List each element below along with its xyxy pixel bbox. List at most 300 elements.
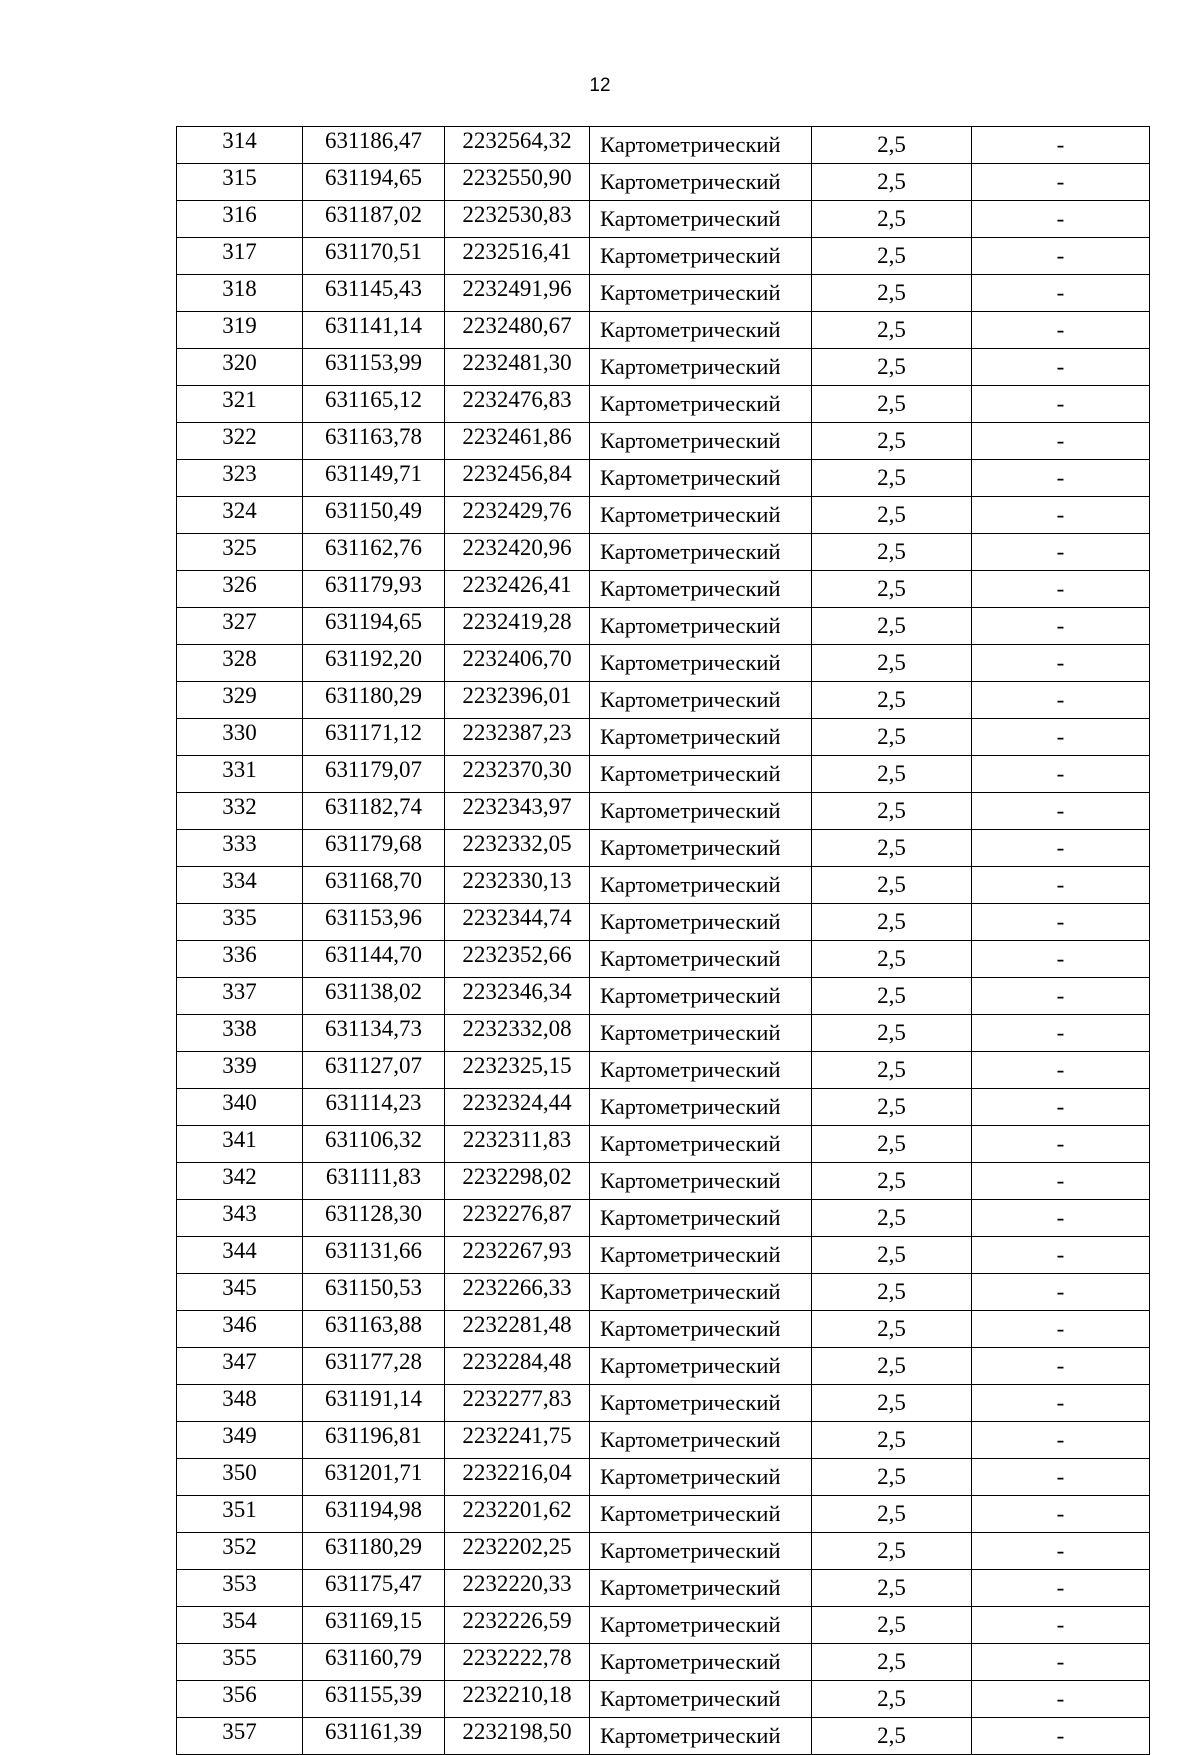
extra-cell: - xyxy=(972,497,1150,534)
method-cell: Картометрический xyxy=(590,1163,812,1200)
table-row xyxy=(177,1163,1150,1200)
y-coordinate-cell: 2232220,33 xyxy=(445,1570,590,1607)
table-row xyxy=(177,1348,1150,1385)
x-coordinate-cell: 631187,02 xyxy=(303,201,445,238)
table-row xyxy=(177,719,1150,756)
method-cell: Картометрический xyxy=(590,534,812,571)
point-number-cell: 344 xyxy=(177,1237,303,1274)
table-row xyxy=(177,1311,1150,1348)
table-row xyxy=(177,608,1150,645)
table-row xyxy=(177,238,1150,275)
extra-cell: - xyxy=(972,1607,1150,1644)
method-cell: Картометрический xyxy=(590,201,812,238)
extra-cell: - xyxy=(972,349,1150,386)
x-coordinate-cell: 631182,74 xyxy=(303,793,445,830)
extra-cell: - xyxy=(972,1681,1150,1718)
x-coordinate-cell: 631160,79 xyxy=(303,1644,445,1681)
accuracy-cell: 2,5 xyxy=(812,1274,972,1311)
table-row xyxy=(177,534,1150,571)
x-coordinate-cell: 631128,30 xyxy=(303,1200,445,1237)
method-cell: Картометрический xyxy=(590,275,812,312)
extra-cell: - xyxy=(972,1126,1150,1163)
method-cell: Картометрический xyxy=(590,1607,812,1644)
table-row xyxy=(177,1644,1150,1681)
extra-cell: - xyxy=(972,127,1150,164)
x-coordinate-cell: 631180,29 xyxy=(303,1533,445,1570)
point-number-cell: 357 xyxy=(177,1718,303,1755)
method-cell: Картометрический xyxy=(590,756,812,793)
accuracy-cell: 2,5 xyxy=(812,1348,972,1385)
x-coordinate-cell: 631196,81 xyxy=(303,1422,445,1459)
accuracy-cell: 2,5 xyxy=(812,1570,972,1607)
table-row xyxy=(177,1459,1150,1496)
table-row xyxy=(177,756,1150,793)
extra-cell: - xyxy=(972,1570,1150,1607)
point-number-cell: 353 xyxy=(177,1570,303,1607)
method-cell: Картометрический xyxy=(590,608,812,645)
extra-cell: - xyxy=(972,1015,1150,1052)
method-cell: Картометрический xyxy=(590,164,812,201)
accuracy-cell: 2,5 xyxy=(812,793,972,830)
point-number-cell: 342 xyxy=(177,1163,303,1200)
accuracy-cell: 2,5 xyxy=(812,238,972,275)
x-coordinate-cell: 631153,96 xyxy=(303,904,445,941)
table-row xyxy=(177,867,1150,904)
x-coordinate-cell: 631186,47 xyxy=(303,127,445,164)
y-coordinate-cell: 2232311,83 xyxy=(445,1126,590,1163)
extra-cell: - xyxy=(972,830,1150,867)
x-coordinate-cell: 631163,78 xyxy=(303,423,445,460)
accuracy-cell: 2,5 xyxy=(812,978,972,1015)
point-number-cell: 320 xyxy=(177,349,303,386)
y-coordinate-cell: 2232491,96 xyxy=(445,275,590,312)
y-coordinate-cell: 2232387,23 xyxy=(445,719,590,756)
accuracy-cell: 2,5 xyxy=(812,571,972,608)
point-number-cell: 322 xyxy=(177,423,303,460)
table-row xyxy=(177,201,1150,238)
y-coordinate-cell: 2232284,48 xyxy=(445,1348,590,1385)
x-coordinate-cell: 631194,98 xyxy=(303,1496,445,1533)
accuracy-cell: 2,5 xyxy=(812,1089,972,1126)
method-cell: Картометрический xyxy=(590,719,812,756)
y-coordinate-cell: 2232346,34 xyxy=(445,978,590,1015)
method-cell: Картометрический xyxy=(590,1126,812,1163)
y-coordinate-cell: 2232480,67 xyxy=(445,312,590,349)
y-coordinate-cell: 2232420,96 xyxy=(445,534,590,571)
y-coordinate-cell: 2232426,41 xyxy=(445,571,590,608)
extra-cell: - xyxy=(972,793,1150,830)
extra-cell: - xyxy=(972,1089,1150,1126)
point-number-cell: 327 xyxy=(177,608,303,645)
x-coordinate-cell: 631150,49 xyxy=(303,497,445,534)
method-cell: Картометрический xyxy=(590,1644,812,1681)
method-cell: Картометрический xyxy=(590,1348,812,1385)
y-coordinate-cell: 2232370,30 xyxy=(445,756,590,793)
extra-cell: - xyxy=(972,719,1150,756)
x-coordinate-cell: 631155,39 xyxy=(303,1681,445,1718)
coordinates-table-body xyxy=(177,127,1150,1755)
table-row xyxy=(177,1496,1150,1533)
y-coordinate-cell: 2232419,28 xyxy=(445,608,590,645)
extra-cell: - xyxy=(972,941,1150,978)
accuracy-cell: 2,5 xyxy=(812,608,972,645)
accuracy-cell: 2,5 xyxy=(812,719,972,756)
point-number-cell: 351 xyxy=(177,1496,303,1533)
coordinates-table xyxy=(176,126,1150,1755)
extra-cell: - xyxy=(972,534,1150,571)
point-number-cell: 355 xyxy=(177,1644,303,1681)
y-coordinate-cell: 2232267,93 xyxy=(445,1237,590,1274)
point-number-cell: 329 xyxy=(177,682,303,719)
point-number-cell: 317 xyxy=(177,238,303,275)
point-number-cell: 330 xyxy=(177,719,303,756)
accuracy-cell: 2,5 xyxy=(812,1163,972,1200)
accuracy-cell: 2,5 xyxy=(812,941,972,978)
accuracy-cell: 2,5 xyxy=(812,127,972,164)
method-cell: Картометрический xyxy=(590,1237,812,1274)
table-row xyxy=(177,1126,1150,1163)
y-coordinate-cell: 2232210,18 xyxy=(445,1681,590,1718)
y-coordinate-cell: 2232476,83 xyxy=(445,386,590,423)
table-row xyxy=(177,1274,1150,1311)
extra-cell: - xyxy=(972,867,1150,904)
accuracy-cell: 2,5 xyxy=(812,867,972,904)
accuracy-cell: 2,5 xyxy=(812,1607,972,1644)
method-cell: Картометрический xyxy=(590,941,812,978)
x-coordinate-cell: 631149,71 xyxy=(303,460,445,497)
extra-cell: - xyxy=(972,571,1150,608)
accuracy-cell: 2,5 xyxy=(812,682,972,719)
extra-cell: - xyxy=(972,1311,1150,1348)
accuracy-cell: 2,5 xyxy=(812,1015,972,1052)
extra-cell: - xyxy=(972,1385,1150,1422)
method-cell: Картометрический xyxy=(590,1385,812,1422)
x-coordinate-cell: 631169,15 xyxy=(303,1607,445,1644)
y-coordinate-cell: 2232241,75 xyxy=(445,1422,590,1459)
x-coordinate-cell: 631150,53 xyxy=(303,1274,445,1311)
accuracy-cell: 2,5 xyxy=(812,1052,972,1089)
x-coordinate-cell: 631141,14 xyxy=(303,312,445,349)
accuracy-cell: 2,5 xyxy=(812,201,972,238)
accuracy-cell: 2,5 xyxy=(812,1718,972,1755)
point-number-cell: 352 xyxy=(177,1533,303,1570)
table-row xyxy=(177,978,1150,1015)
method-cell: Картометрический xyxy=(590,349,812,386)
x-coordinate-cell: 631106,32 xyxy=(303,1126,445,1163)
extra-cell: - xyxy=(972,756,1150,793)
accuracy-cell: 2,5 xyxy=(812,1681,972,1718)
table-row xyxy=(177,682,1150,719)
method-cell: Картометрический xyxy=(590,682,812,719)
y-coordinate-cell: 2232202,25 xyxy=(445,1533,590,1570)
y-coordinate-cell: 2232481,30 xyxy=(445,349,590,386)
accuracy-cell: 2,5 xyxy=(812,1459,972,1496)
table-row xyxy=(177,1681,1150,1718)
table-row xyxy=(177,1015,1150,1052)
extra-cell: - xyxy=(972,1274,1150,1311)
table-row xyxy=(177,1200,1150,1237)
y-coordinate-cell: 2232343,97 xyxy=(445,793,590,830)
y-coordinate-cell: 2232406,70 xyxy=(445,645,590,682)
method-cell: Картометрический xyxy=(590,867,812,904)
y-coordinate-cell: 2232456,84 xyxy=(445,460,590,497)
y-coordinate-cell: 2232530,83 xyxy=(445,201,590,238)
extra-cell: - xyxy=(972,1052,1150,1089)
point-number-cell: 334 xyxy=(177,867,303,904)
x-coordinate-cell: 631145,43 xyxy=(303,275,445,312)
x-coordinate-cell: 631168,70 xyxy=(303,867,445,904)
accuracy-cell: 2,5 xyxy=(812,349,972,386)
point-number-cell: 345 xyxy=(177,1274,303,1311)
point-number-cell: 347 xyxy=(177,1348,303,1385)
y-coordinate-cell: 2232352,66 xyxy=(445,941,590,978)
accuracy-cell: 2,5 xyxy=(812,534,972,571)
table-row xyxy=(177,1422,1150,1459)
page-number: 12 xyxy=(589,75,611,96)
method-cell: Картометрический xyxy=(590,645,812,682)
y-coordinate-cell: 2232201,62 xyxy=(445,1496,590,1533)
y-coordinate-cell: 2232198,50 xyxy=(445,1718,590,1755)
x-coordinate-cell: 631191,14 xyxy=(303,1385,445,1422)
extra-cell: - xyxy=(972,682,1150,719)
accuracy-cell: 2,5 xyxy=(812,460,972,497)
table-row xyxy=(177,349,1150,386)
point-number-cell: 331 xyxy=(177,756,303,793)
method-cell: Картометрический xyxy=(590,1533,812,1570)
point-number-cell: 337 xyxy=(177,978,303,1015)
extra-cell: - xyxy=(972,1496,1150,1533)
point-number-cell: 333 xyxy=(177,830,303,867)
table-row xyxy=(177,1052,1150,1089)
extra-cell: - xyxy=(972,386,1150,423)
point-number-cell: 324 xyxy=(177,497,303,534)
accuracy-cell: 2,5 xyxy=(812,1200,972,1237)
y-coordinate-cell: 2232216,04 xyxy=(445,1459,590,1496)
y-coordinate-cell: 2232564,32 xyxy=(445,127,590,164)
method-cell: Картометрический xyxy=(590,423,812,460)
y-coordinate-cell: 2232429,76 xyxy=(445,497,590,534)
point-number-cell: 332 xyxy=(177,793,303,830)
accuracy-cell: 2,5 xyxy=(812,1644,972,1681)
method-cell: Картометрический xyxy=(590,1570,812,1607)
method-cell: Картометрический xyxy=(590,1459,812,1496)
y-coordinate-cell: 2232266,33 xyxy=(445,1274,590,1311)
x-coordinate-cell: 631161,39 xyxy=(303,1718,445,1755)
point-number-cell: 341 xyxy=(177,1126,303,1163)
x-coordinate-cell: 631134,73 xyxy=(303,1015,445,1052)
point-number-cell: 354 xyxy=(177,1607,303,1644)
y-coordinate-cell: 2232396,01 xyxy=(445,682,590,719)
point-number-cell: 335 xyxy=(177,904,303,941)
x-coordinate-cell: 631194,65 xyxy=(303,164,445,201)
accuracy-cell: 2,5 xyxy=(812,904,972,941)
table-row xyxy=(177,386,1150,423)
point-number-cell: 348 xyxy=(177,1385,303,1422)
accuracy-cell: 2,5 xyxy=(812,312,972,349)
x-coordinate-cell: 631114,23 xyxy=(303,1089,445,1126)
y-coordinate-cell: 2232276,87 xyxy=(445,1200,590,1237)
x-coordinate-cell: 631177,28 xyxy=(303,1348,445,1385)
extra-cell: - xyxy=(972,904,1150,941)
accuracy-cell: 2,5 xyxy=(812,1126,972,1163)
table-row xyxy=(177,904,1150,941)
point-number-cell: 340 xyxy=(177,1089,303,1126)
accuracy-cell: 2,5 xyxy=(812,1533,972,1570)
method-cell: Картометрический xyxy=(590,1200,812,1237)
method-cell: Картометрический xyxy=(590,793,812,830)
y-coordinate-cell: 2232516,41 xyxy=(445,238,590,275)
y-coordinate-cell: 2232325,15 xyxy=(445,1052,590,1089)
accuracy-cell: 2,5 xyxy=(812,1496,972,1533)
point-number-cell: 316 xyxy=(177,201,303,238)
accuracy-cell: 2,5 xyxy=(812,386,972,423)
point-number-cell: 328 xyxy=(177,645,303,682)
table-row xyxy=(177,127,1150,164)
extra-cell: - xyxy=(972,460,1150,497)
table-row xyxy=(177,497,1150,534)
extra-cell: - xyxy=(972,645,1150,682)
point-number-cell: 336 xyxy=(177,941,303,978)
x-coordinate-cell: 631162,76 xyxy=(303,534,445,571)
point-number-cell: 315 xyxy=(177,164,303,201)
x-coordinate-cell: 631153,99 xyxy=(303,349,445,386)
table-row xyxy=(177,1089,1150,1126)
table-row xyxy=(177,1570,1150,1607)
method-cell: Картометрический xyxy=(590,312,812,349)
x-coordinate-cell: 631201,71 xyxy=(303,1459,445,1496)
point-number-cell: 338 xyxy=(177,1015,303,1052)
extra-cell: - xyxy=(972,275,1150,312)
accuracy-cell: 2,5 xyxy=(812,497,972,534)
method-cell: Картометрический xyxy=(590,1015,812,1052)
y-coordinate-cell: 2232332,08 xyxy=(445,1015,590,1052)
extra-cell: - xyxy=(972,201,1150,238)
extra-cell: - xyxy=(972,1200,1150,1237)
method-cell: Картометрический xyxy=(590,238,812,275)
method-cell: Картометрический xyxy=(590,1052,812,1089)
x-coordinate-cell: 631175,47 xyxy=(303,1570,445,1607)
x-coordinate-cell: 631163,88 xyxy=(303,1311,445,1348)
accuracy-cell: 2,5 xyxy=(812,1237,972,1274)
point-number-cell: 346 xyxy=(177,1311,303,1348)
table-row xyxy=(177,830,1150,867)
table-row xyxy=(177,645,1150,682)
table-row xyxy=(177,312,1150,349)
x-coordinate-cell: 631138,02 xyxy=(303,978,445,1015)
x-coordinate-cell: 631179,07 xyxy=(303,756,445,793)
table-row xyxy=(177,1533,1150,1570)
accuracy-cell: 2,5 xyxy=(812,645,972,682)
point-number-cell: 343 xyxy=(177,1200,303,1237)
point-number-cell: 356 xyxy=(177,1681,303,1718)
method-cell: Картометрический xyxy=(590,1422,812,1459)
extra-cell: - xyxy=(972,423,1150,460)
extra-cell: - xyxy=(972,238,1150,275)
method-cell: Картометрический xyxy=(590,1718,812,1755)
y-coordinate-cell: 2232226,59 xyxy=(445,1607,590,1644)
x-coordinate-cell: 631194,65 xyxy=(303,608,445,645)
y-coordinate-cell: 2232277,83 xyxy=(445,1385,590,1422)
y-coordinate-cell: 2232324,44 xyxy=(445,1089,590,1126)
x-coordinate-cell: 631171,12 xyxy=(303,719,445,756)
x-coordinate-cell: 631127,07 xyxy=(303,1052,445,1089)
point-number-cell: 325 xyxy=(177,534,303,571)
extra-cell: - xyxy=(972,978,1150,1015)
accuracy-cell: 2,5 xyxy=(812,423,972,460)
x-coordinate-cell: 631170,51 xyxy=(303,238,445,275)
table-row xyxy=(177,571,1150,608)
accuracy-cell: 2,5 xyxy=(812,164,972,201)
extra-cell: - xyxy=(972,1533,1150,1570)
y-coordinate-cell: 2232222,78 xyxy=(445,1644,590,1681)
table-row xyxy=(177,1607,1150,1644)
point-number-cell: 321 xyxy=(177,386,303,423)
y-coordinate-cell: 2232330,13 xyxy=(445,867,590,904)
point-number-cell: 339 xyxy=(177,1052,303,1089)
point-number-cell: 319 xyxy=(177,312,303,349)
table-row xyxy=(177,1718,1150,1755)
method-cell: Картометрический xyxy=(590,497,812,534)
extra-cell: - xyxy=(972,312,1150,349)
point-number-cell: 350 xyxy=(177,1459,303,1496)
x-coordinate-cell: 631131,66 xyxy=(303,1237,445,1274)
accuracy-cell: 2,5 xyxy=(812,830,972,867)
point-number-cell: 314 xyxy=(177,127,303,164)
x-coordinate-cell: 631144,70 xyxy=(303,941,445,978)
table-row xyxy=(177,1385,1150,1422)
point-number-cell: 323 xyxy=(177,460,303,497)
method-cell: Картометрический xyxy=(590,460,812,497)
extra-cell: - xyxy=(972,1422,1150,1459)
x-coordinate-cell: 631111,83 xyxy=(303,1163,445,1200)
extra-cell: - xyxy=(972,1237,1150,1274)
x-coordinate-cell: 631179,93 xyxy=(303,571,445,608)
method-cell: Картометрический xyxy=(590,904,812,941)
table-row xyxy=(177,941,1150,978)
point-number-cell: 318 xyxy=(177,275,303,312)
method-cell: Картометрический xyxy=(590,1311,812,1348)
x-coordinate-cell: 631180,29 xyxy=(303,682,445,719)
method-cell: Картометрический xyxy=(590,1496,812,1533)
point-number-cell: 349 xyxy=(177,1422,303,1459)
table-row xyxy=(177,1237,1150,1274)
table-row xyxy=(177,164,1150,201)
method-cell: Картометрический xyxy=(590,571,812,608)
y-coordinate-cell: 2232344,74 xyxy=(445,904,590,941)
y-coordinate-cell: 2232332,05 xyxy=(445,830,590,867)
y-coordinate-cell: 2232550,90 xyxy=(445,164,590,201)
y-coordinate-cell: 2232281,48 xyxy=(445,1311,590,1348)
y-coordinate-cell: 2232461,86 xyxy=(445,423,590,460)
method-cell: Картометрический xyxy=(590,386,812,423)
extra-cell: - xyxy=(972,1644,1150,1681)
table-row xyxy=(177,423,1150,460)
extra-cell: - xyxy=(972,164,1150,201)
accuracy-cell: 2,5 xyxy=(812,275,972,312)
method-cell: Картометрический xyxy=(590,978,812,1015)
extra-cell: - xyxy=(972,1718,1150,1755)
method-cell: Картометрический xyxy=(590,1274,812,1311)
extra-cell: - xyxy=(972,1459,1150,1496)
accuracy-cell: 2,5 xyxy=(812,756,972,793)
x-coordinate-cell: 631179,68 xyxy=(303,830,445,867)
point-number-cell: 326 xyxy=(177,571,303,608)
method-cell: Картометрический xyxy=(590,1089,812,1126)
x-coordinate-cell: 631192,20 xyxy=(303,645,445,682)
method-cell: Картометрический xyxy=(590,127,812,164)
method-cell: Картометрический xyxy=(590,1681,812,1718)
accuracy-cell: 2,5 xyxy=(812,1422,972,1459)
